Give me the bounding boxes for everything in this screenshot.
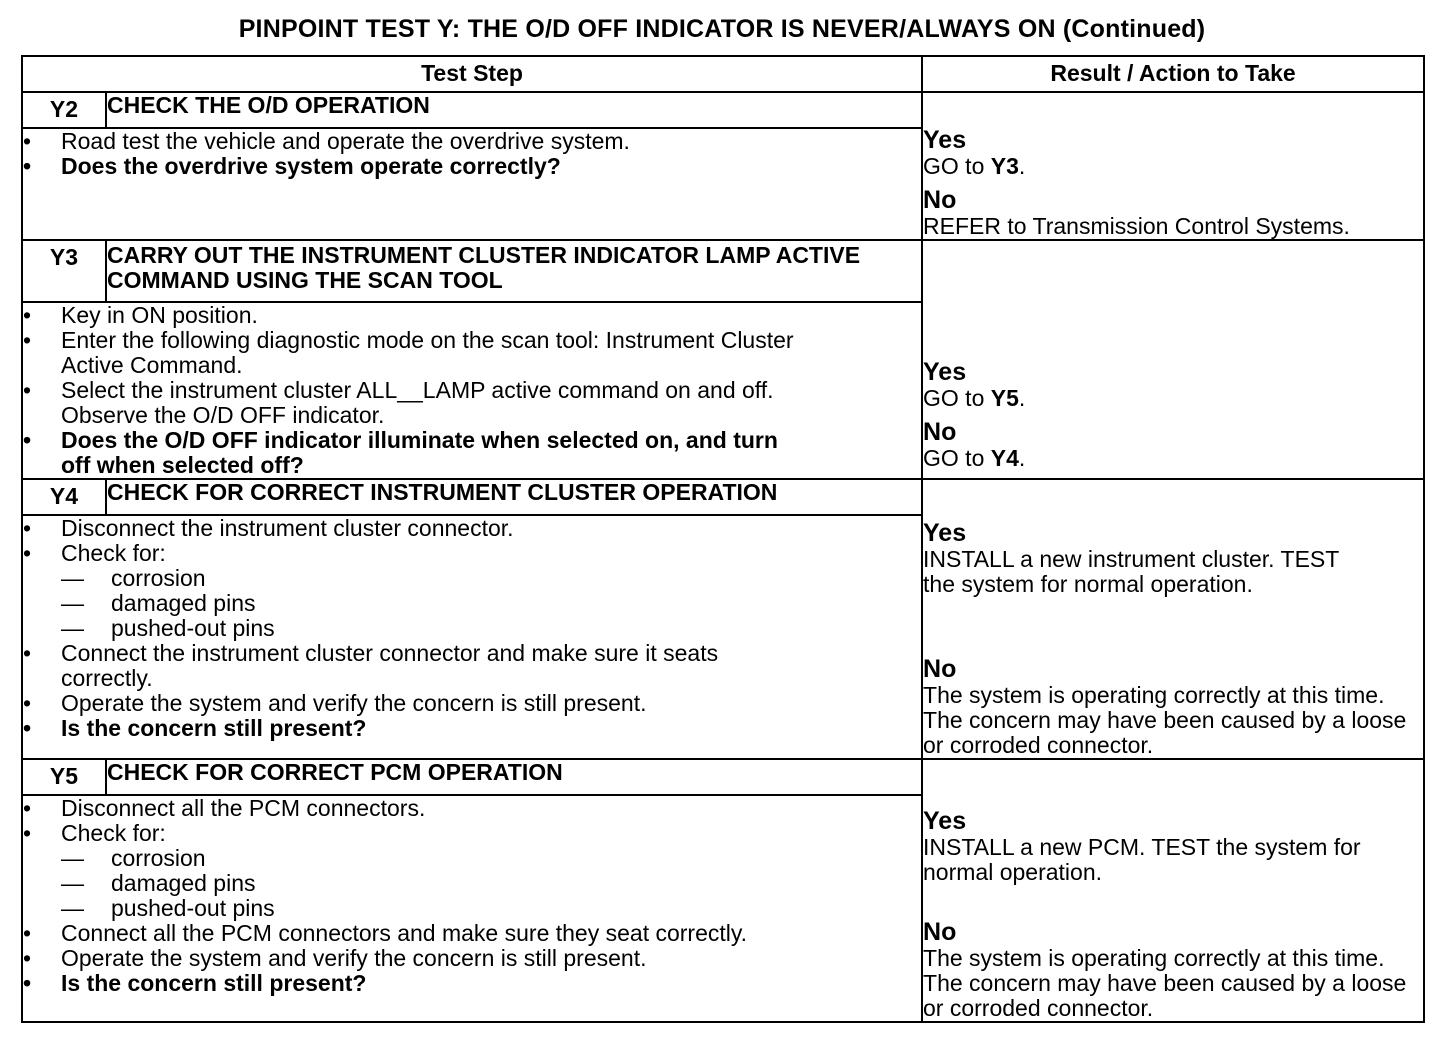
step-instructions — [22, 128, 922, 240]
step-title: CHECK FOR CORRECT INSTRUMENT CLUSTER OPERATION — [106, 479, 922, 515]
no-action: The system is operating correctly at this time. The concern may have been caused by a loose or corroded connector. — [923, 682, 1407, 758]
no-action-text: GO to — [923, 445, 991, 471]
step-row-y3 — [22, 240, 1424, 302]
step-reference: Y5 — [990, 385, 1019, 411]
check-item: — pushed-out pins — [61, 896, 921, 921]
instruction-item — [23, 821, 921, 921]
check-item: — corrosion — [61, 846, 921, 871]
check-item: — corrosion — [61, 566, 921, 591]
yes-action: INSTALL a new PCM. TEST the system for normal operation. — [923, 834, 1361, 885]
instruction-item: • Disconnect the instrument cluster connector. — [23, 516, 921, 541]
step-result — [922, 759, 1424, 1022]
yes-action — [923, 154, 1423, 179]
step-instructions — [22, 302, 922, 479]
check-item: — damaged pins — [61, 871, 921, 896]
instruction-item: • Connect all the PCM connectors and make sure they seat correctly. — [23, 921, 761, 946]
instruction-text: Check for: — [61, 820, 166, 846]
step-row-y4 — [22, 479, 1424, 515]
no-label: No — [923, 186, 957, 214]
step-row-y2 — [22, 92, 1424, 128]
yes-action-text: GO to — [923, 385, 991, 411]
yes-label: Yes — [923, 519, 967, 547]
header-row — [22, 56, 1424, 92]
step-title: CHECK THE O/D OPERATION — [106, 92, 922, 128]
yes-action-suffix: . — [1018, 153, 1026, 179]
step-title: CHECK FOR CORRECT PCM OPERATION — [106, 759, 922, 795]
check-list — [61, 566, 921, 641]
yes-label: Yes — [923, 358, 967, 386]
check-list — [61, 846, 921, 921]
instruction-item: • Disconnect all the PCM connectors. — [23, 796, 921, 821]
step-result — [922, 240, 1424, 479]
check-item: — damaged pins — [61, 591, 921, 616]
yes-action — [923, 386, 1423, 411]
instruction-question: • Is the concern still present? — [23, 971, 921, 996]
step-id: Y2 — [22, 92, 106, 128]
page-title: PINPOINT TEST Y: THE O/D OFF INDICATOR IS NEVER/ALWAYS ON (Continued) — [238, 15, 1206, 43]
instruction-question: • Is the concern still present? — [23, 716, 921, 741]
instruction-item: • Connect the instrument cluster connector and make sure it seats correctly. — [23, 641, 801, 691]
no-action: REFER to Transmission Control Systems. — [923, 213, 1350, 239]
step-id: Y3 — [22, 240, 106, 302]
step-row-y5 — [22, 759, 1424, 795]
instruction-text: Check for: — [61, 540, 166, 566]
yes-label: Yes — [923, 126, 967, 154]
step-instructions — [22, 515, 922, 759]
no-label: No — [923, 918, 957, 946]
check-item: — pushed-out pins — [61, 616, 921, 641]
instruction-item: • Road test the vehicle and operate the overdrive system. — [23, 129, 921, 154]
step-title: CARRY OUT THE INSTRUMENT CLUSTER INDICATOR LAMP ACTIVE COMMAND USING THE SCAN TOOL — [106, 240, 922, 302]
no-label: No — [923, 655, 957, 683]
yes-action-text: GO to — [923, 153, 991, 179]
step-reference: Y3 — [990, 153, 1019, 179]
no-action-suffix: . — [1018, 445, 1026, 471]
instruction-list — [23, 303, 921, 478]
instruction-list — [23, 796, 921, 996]
instruction-item: • Enter the following diagnostic mode on the scan tool: Instrument Cluster Active Command. — [23, 328, 801, 378]
instruction-list — [23, 516, 921, 741]
yes-action: INSTALL a new instrument cluster. TEST the system for normal operation. — [923, 546, 1339, 597]
result-header: Result / Action to Take — [922, 56, 1424, 92]
yes-action-suffix: . — [1018, 385, 1026, 411]
step-reference: Y4 — [990, 445, 1019, 471]
instruction-item: • Select the instrument cluster ALL__LAMP active command on and off. Observe the O/D OFF indicator. — [23, 378, 781, 428]
instruction-item — [23, 541, 921, 641]
no-label: No — [923, 418, 957, 446]
instruction-item: • Operate the system and verify the concern is still present. — [23, 691, 921, 716]
pinpoint-test-table — [21, 55, 1425, 1023]
step-id: Y5 — [22, 759, 106, 795]
step-result — [922, 479, 1424, 759]
test-step-header: Test Step — [22, 56, 922, 92]
instruction-item: • Key in ON position. — [23, 303, 921, 328]
no-action: The system is operating correctly at this time. The concern may have been caused by a loose or corroded connector. — [923, 945, 1407, 1021]
yes-label: Yes — [923, 807, 967, 835]
no-action — [923, 446, 1423, 471]
instruction-question: • Does the O/D OFF indicator illuminate when selected on, and turn off when selected off? — [23, 428, 791, 478]
instruction-item: • Operate the system and verify the concern is still present. — [23, 946, 921, 971]
instruction-question: • Does the overdrive system operate correctly? — [23, 154, 921, 179]
instruction-list — [23, 129, 921, 179]
step-id: Y4 — [22, 479, 106, 515]
step-result — [922, 92, 1424, 240]
step-instructions — [22, 795, 922, 1022]
